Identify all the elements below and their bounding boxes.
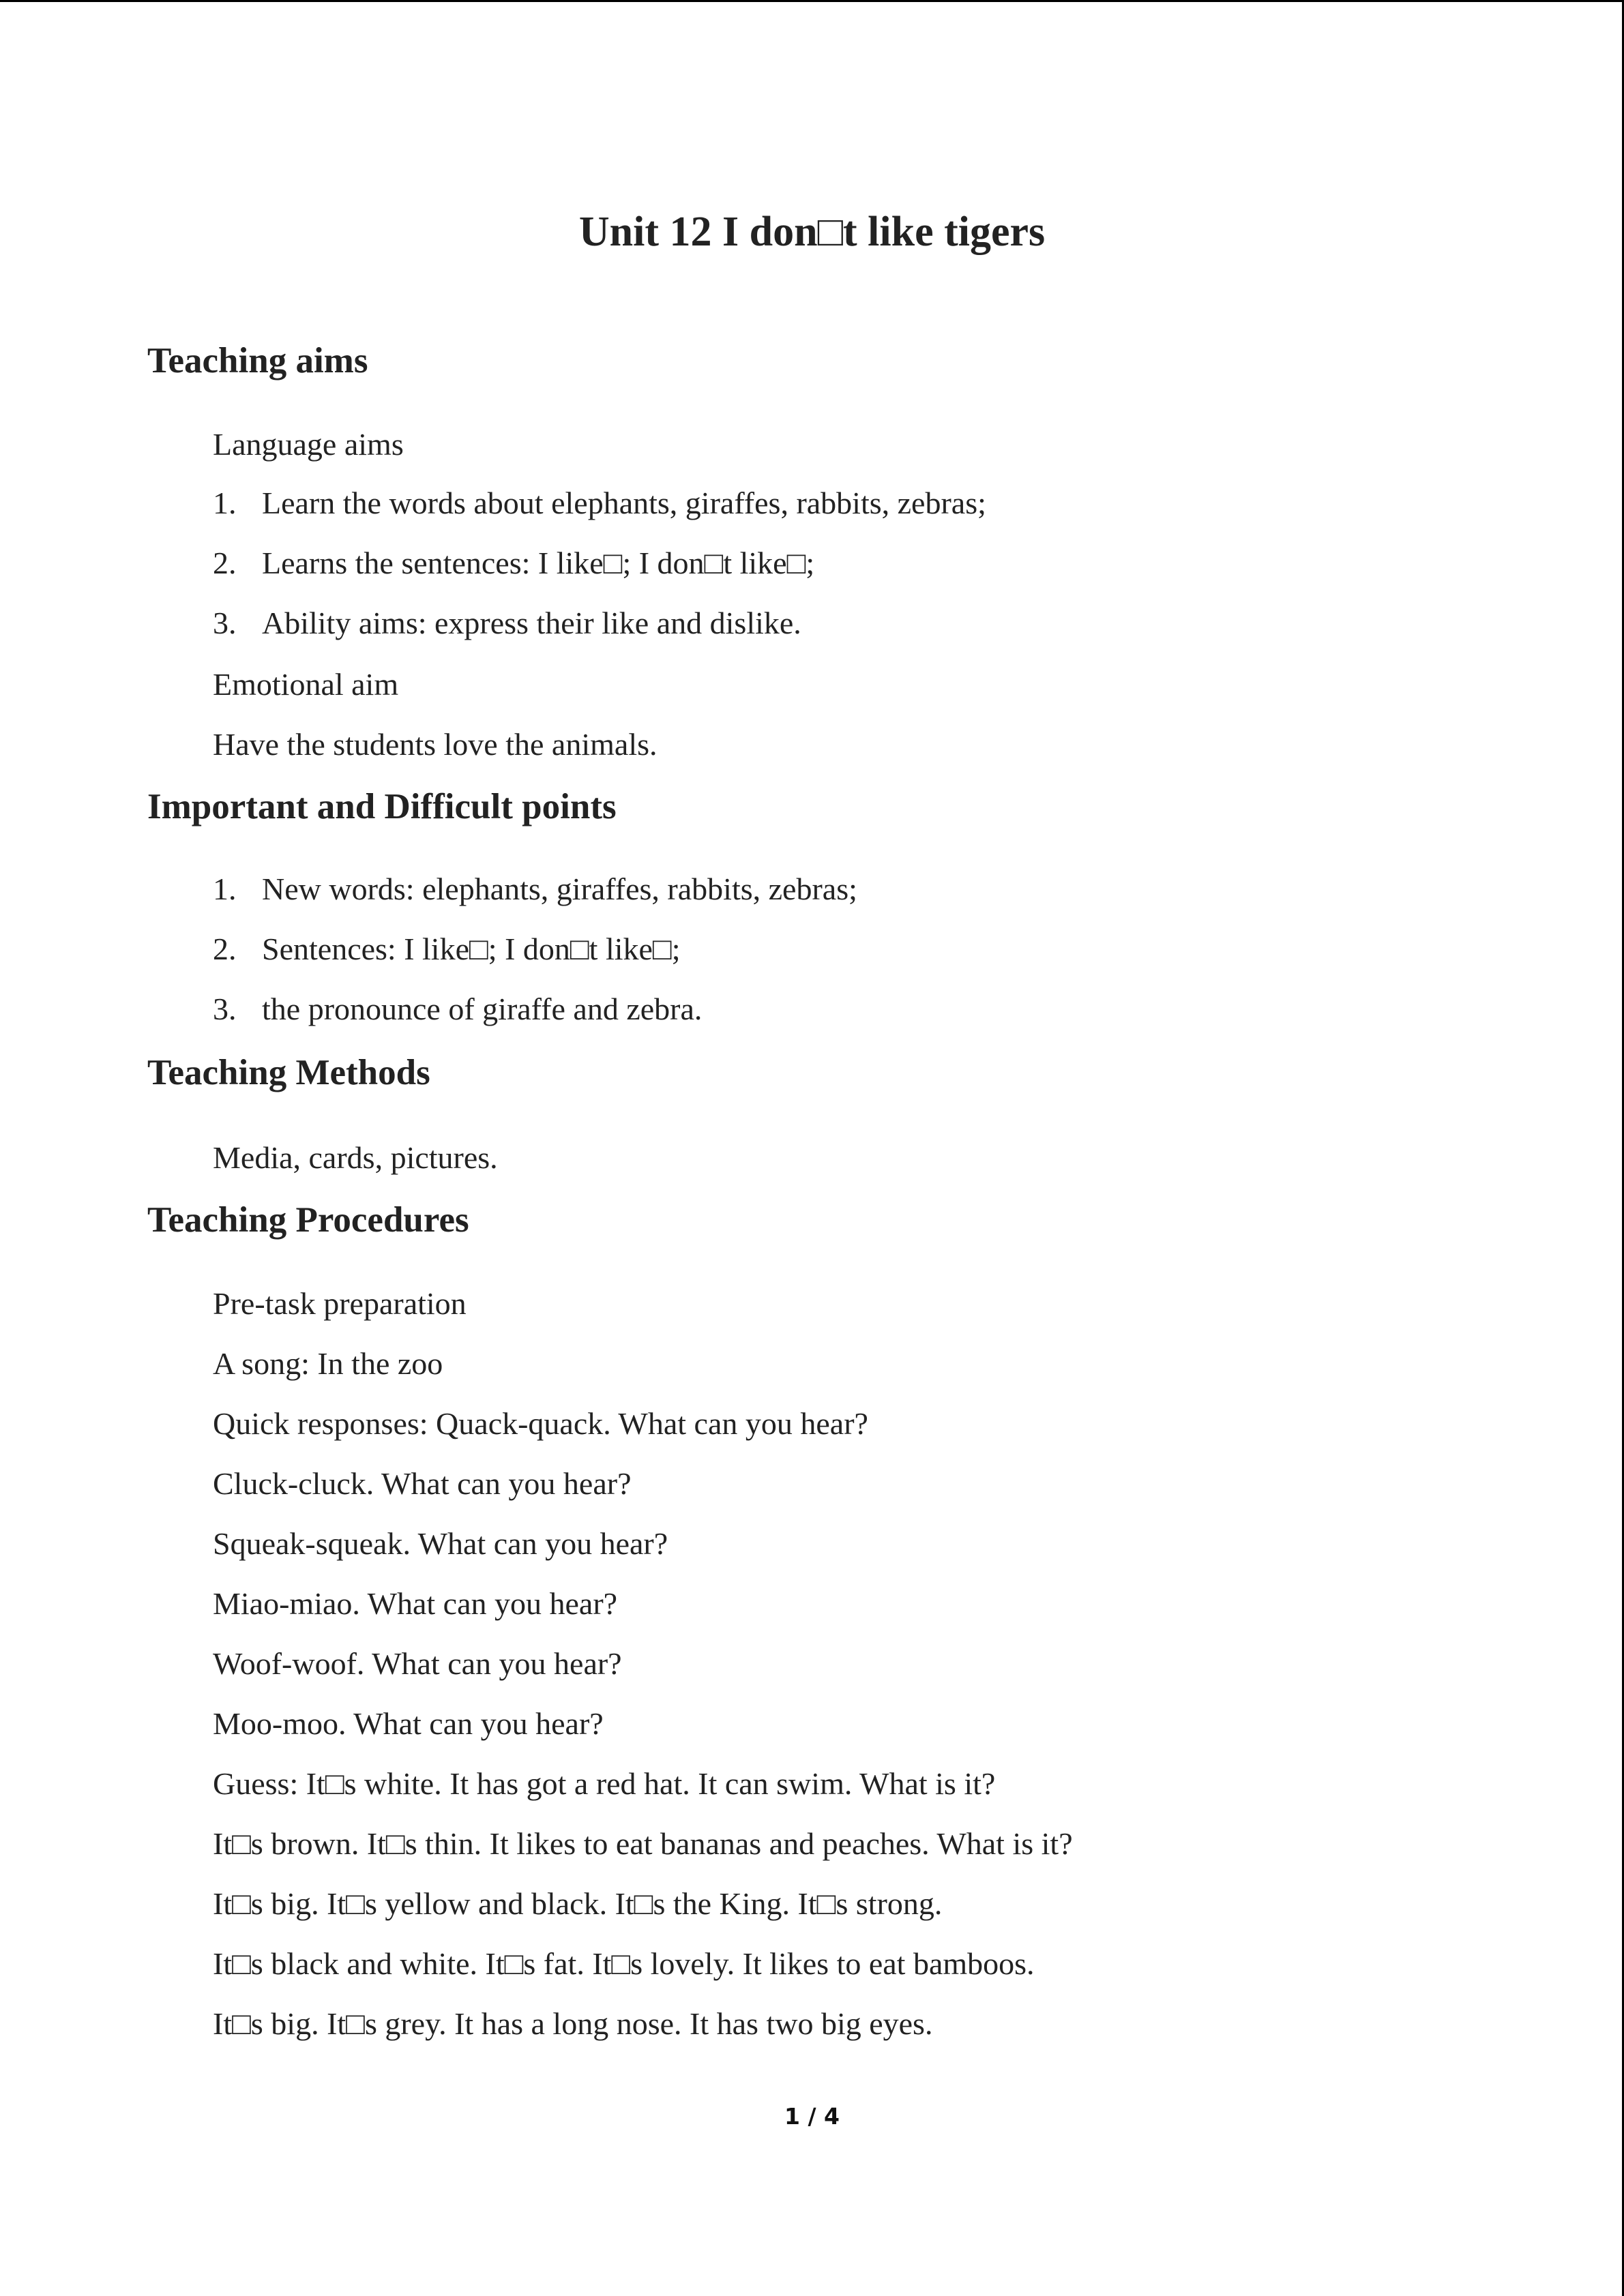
page-indicator: 1 / 4 [784, 2103, 840, 2130]
points-line: 2. Sentences: I like□; I don□t like□; [213, 931, 681, 966]
aims-line: Emotional aim [213, 667, 399, 702]
points-line: 3. the pronounce of giraffe and zebra. [213, 992, 703, 1026]
procedure-line: Guess: It□s white. It has got a red hat. It can swim. What is it? [213, 1766, 996, 1801]
page-title: Unit 12 I don□t like tigers [578, 209, 1046, 255]
heading-teaching-procedures: Teaching Procedures [147, 1200, 469, 1240]
methods-line: Media, cards, pictures. [213, 1140, 498, 1175]
procedure-line: Cluck-cluck. What can you hear? [213, 1466, 632, 1501]
procedure-line: Moo-moo. What can you hear? [213, 1706, 604, 1741]
aims-line: Language aims [213, 427, 404, 462]
procedure-line: Miao-miao. What can you hear? [213, 1586, 618, 1621]
heading-teaching-methods: Teaching Methods [147, 1053, 430, 1092]
procedure-line: It□s black and white. It□s fat. It□s lovely. It likes to eat bamboos. [213, 1946, 1035, 1981]
procedure-line: It□s brown. It□s thin. It likes to eat bananas and peaches. What is it? [213, 1826, 1073, 1861]
heading-teaching-aims: Teaching aims [147, 341, 368, 381]
points-line: 1. New words: elephants, giraffes, rabbits, zebras; [213, 871, 857, 906]
aims-line: 2. Learns the sentences: I like□; I don□t like□; [213, 546, 815, 580]
page-border-top [0, 0, 1624, 2]
procedure-line: It□s big. It□s yellow and black. It□s the King. It□s strong. [213, 1886, 943, 1921]
procedure-line: Pre-task preparation [213, 1286, 467, 1321]
procedure-line: A song: In the zoo [213, 1346, 443, 1381]
procedure-line: Quick responses: Quack-quack. What can you hear? [213, 1406, 868, 1441]
heading-important-difficult-points: Important and Difficult points [147, 787, 617, 826]
aims-line: 1. Learn the words about elephants, giraffes, rabbits, zebras; [213, 486, 986, 520]
aims-line: 3. Ability aims: express their like and dislike. [213, 606, 801, 640]
procedure-line: Woof-woof. What can you hear? [213, 1646, 622, 1681]
procedure-line: It□s big. It□s grey. It has a long nose. It has two big eyes. [213, 2006, 933, 2041]
aims-line: Have the students love the animals. [213, 727, 658, 762]
procedure-line: Squeak-squeak. What can you hear? [213, 1526, 668, 1561]
